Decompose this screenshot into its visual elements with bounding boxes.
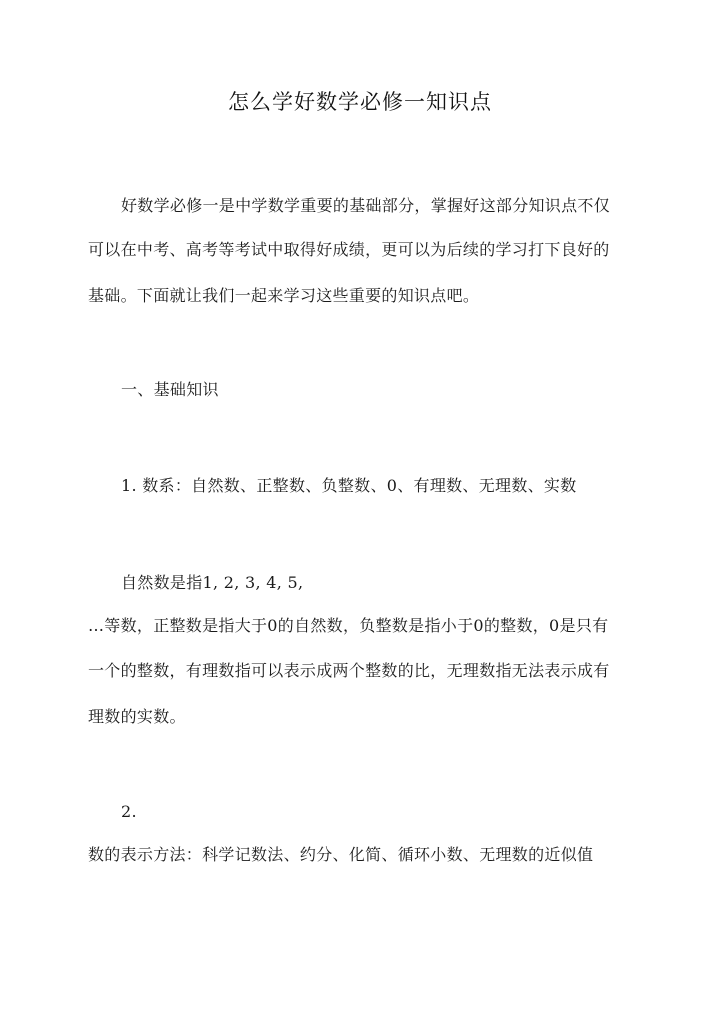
intro-line-1: 好数学必修一是中学数学重要的基础部分，掌握好这部分知识点不仅 <box>121 196 611 215</box>
item-1-body-line-3: 一个的整数，有理数指可以表示成两个整数的比，无理数指无法表示成有 <box>88 661 610 680</box>
item-1-body-line-1: 自然数是指1, 2, 3, 4, 5, <box>121 573 304 592</box>
item-2-text: 数的表示方法：科学记数法、约分、化简、循环小数、无理数的近似值 <box>88 845 594 864</box>
intro-line-2: 可以在中考、高考等考试中取得好成绩，更可以为后续的学习打下良好的 <box>88 240 610 259</box>
item-1-body-line-4: 理数的实数。 <box>88 707 186 726</box>
item-2-number: 2. <box>121 802 137 821</box>
item-1-body-line-2: …等数，正整数是指大于0的自然数，负整数是指小于0的整数，0是只有 <box>88 616 609 635</box>
page-title: 怎么学好数学必修一知识点 <box>228 90 492 114</box>
item-1-heading: 1. 数系：自然数、正整数、负整数、0、有理数、无理数、实数 <box>121 476 577 495</box>
section-heading-basics: 一、基础知识 <box>121 380 219 399</box>
intro-line-3: 基础。下面就让我们一起来学习这些重要的知识点吧。 <box>88 286 480 305</box>
